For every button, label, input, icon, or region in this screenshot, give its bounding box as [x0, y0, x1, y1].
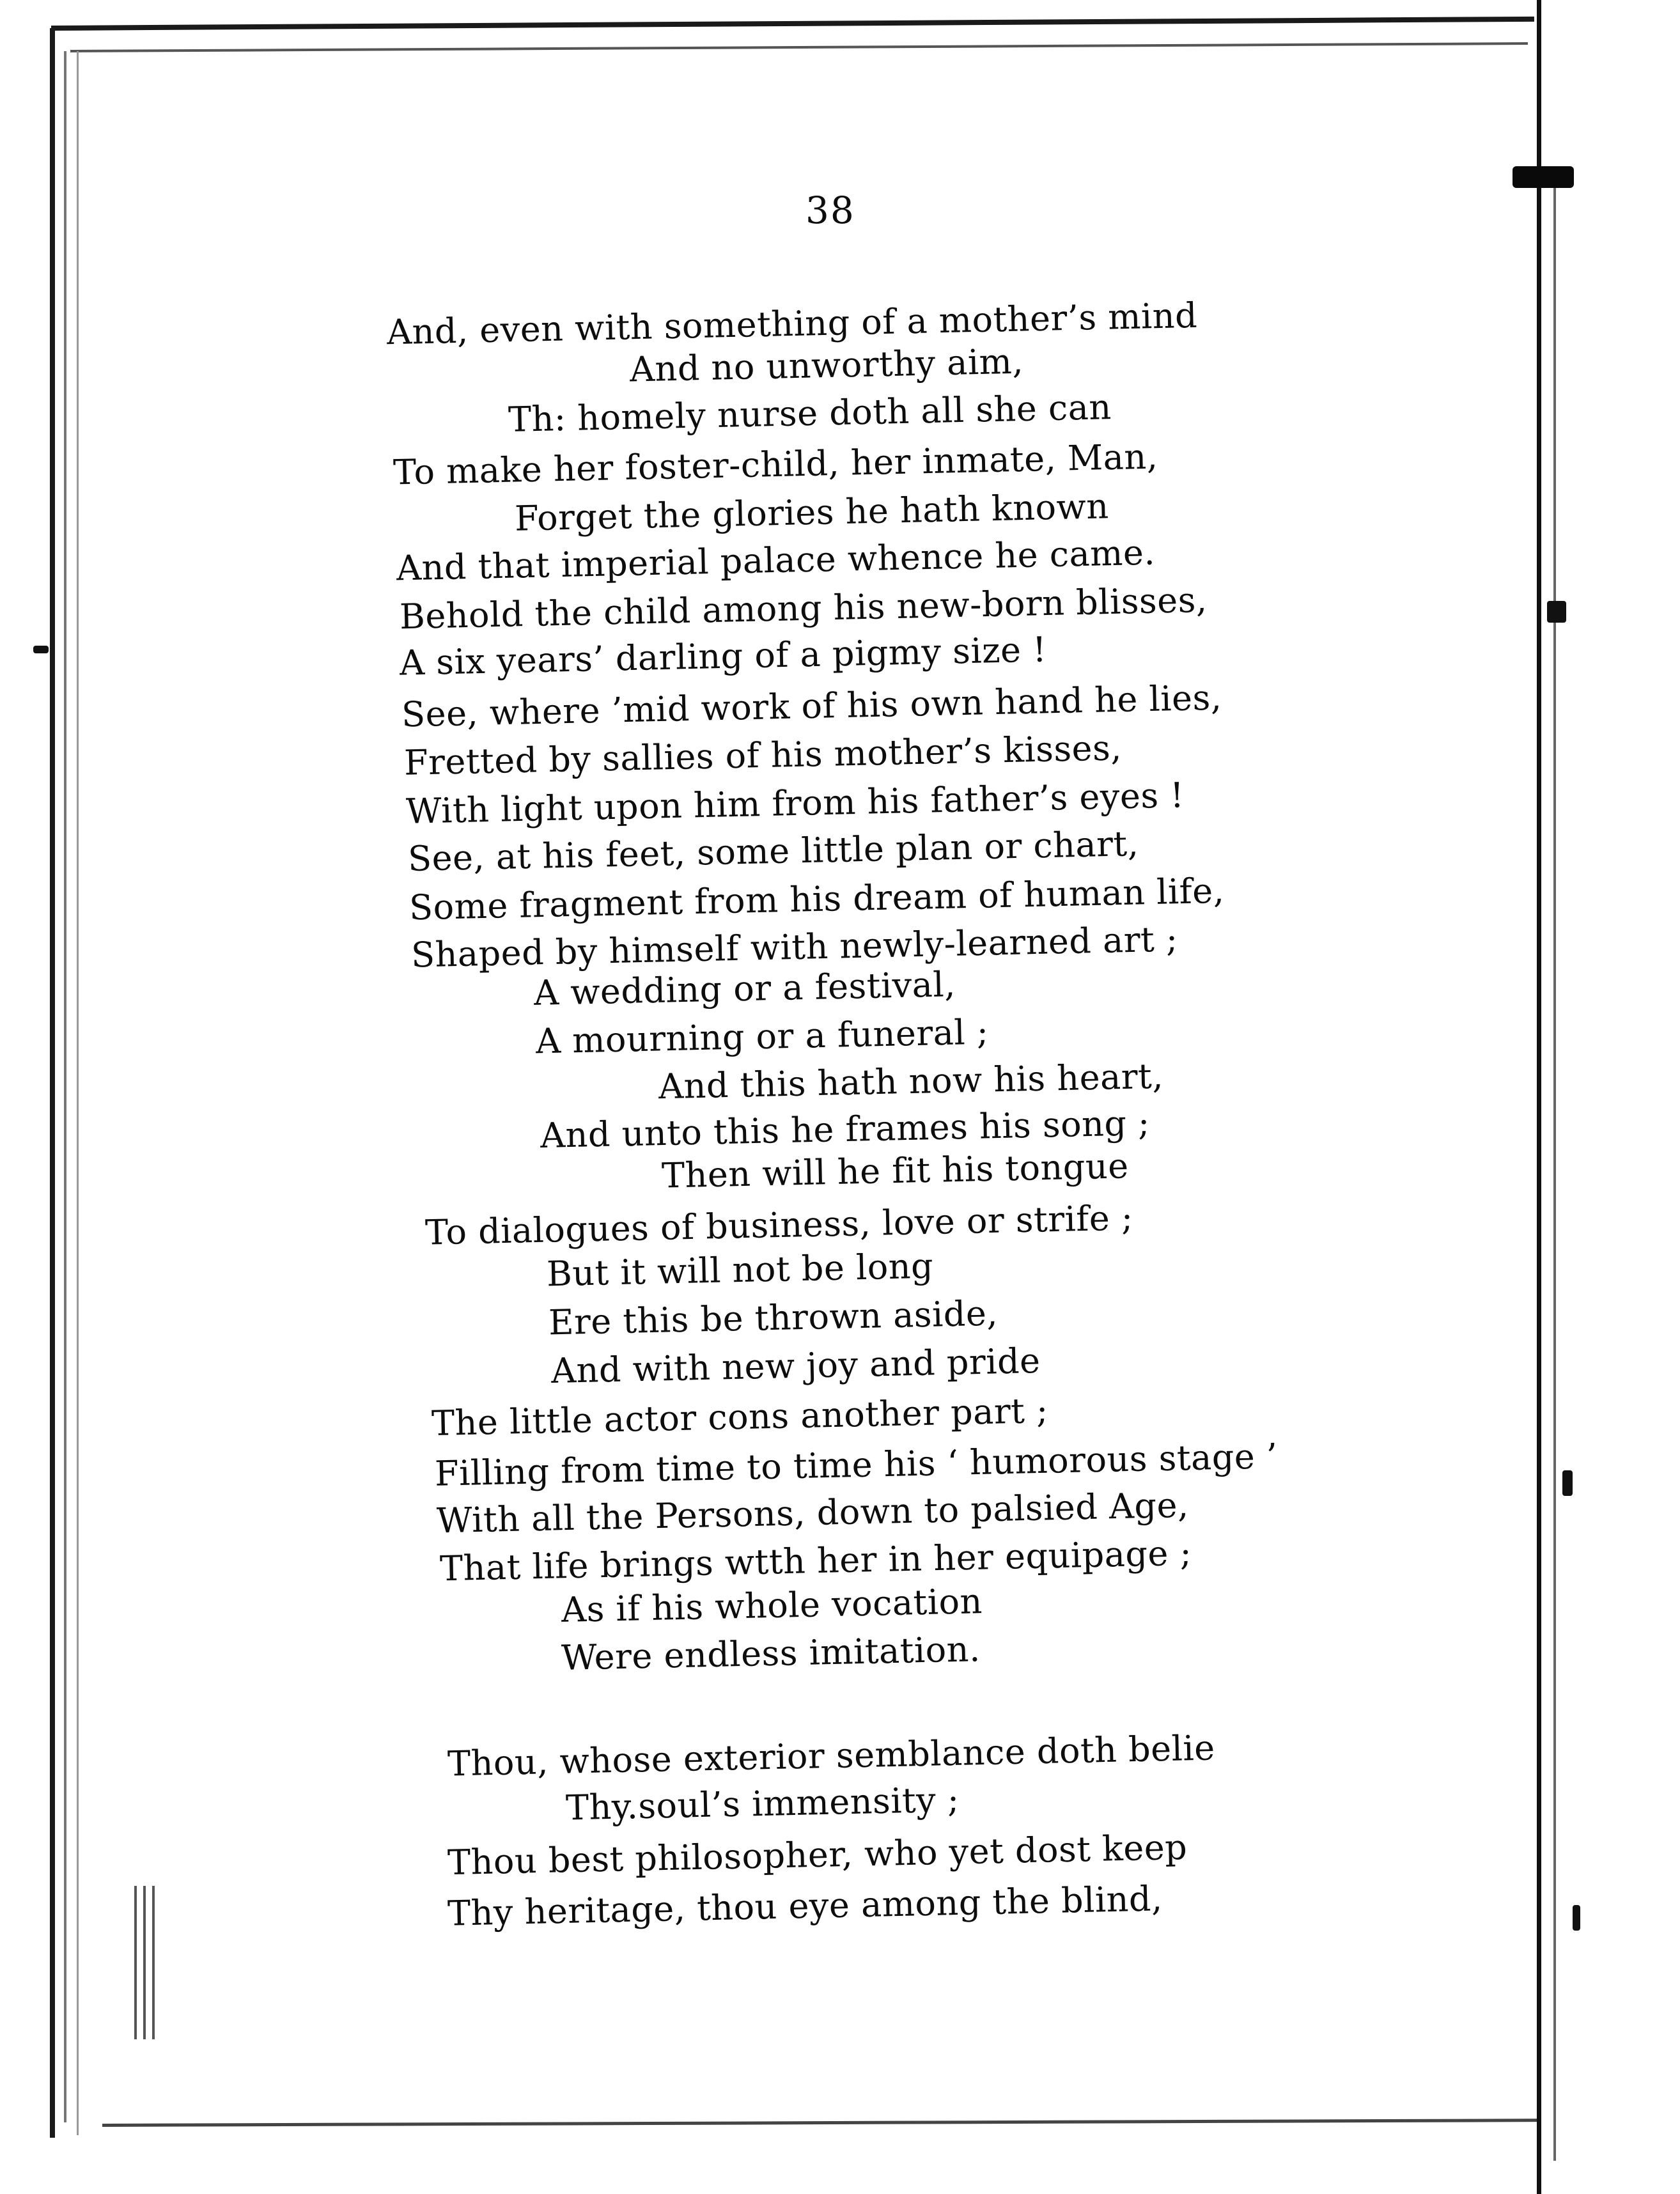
poem-line: And this hath now his heart, — [658, 1055, 1164, 1107]
poem-line: The little actor cons another part ; — [431, 1390, 1049, 1444]
poem-line: And unto this he frames his song ; — [540, 1103, 1151, 1156]
poem-line: Th: homely nurse doth all she can — [508, 387, 1112, 440]
poem-line: Ere this be thrown aside, — [548, 1293, 999, 1343]
page-edge-left-inner — [64, 51, 66, 2122]
binding-clip — [1513, 166, 1574, 188]
poem-line: With light upon him from his father’s eyes ! — [405, 775, 1185, 832]
poem-line: Thy heritage, thou eye among the blind, — [447, 1878, 1163, 1934]
page-edge-right-inner — [1553, 179, 1556, 2161]
page-edge-left — [50, 28, 55, 2138]
page-edge-bottom — [102, 2119, 1541, 2127]
poem-line: But it will not be long — [546, 1245, 934, 1295]
poem-line: And with new joy and pride — [550, 1340, 1041, 1392]
poem-line: And, even with something of a mother’s mind — [386, 295, 1198, 353]
poem-line: With all the Persons, down to palsied Age, — [436, 1484, 1190, 1541]
poem-line: Behold the child among his new-born blisses, — [399, 579, 1208, 637]
page-edge-top — [51, 17, 1534, 31]
poem-line: To make her foster-child, her inmate, Man, — [393, 436, 1158, 493]
page-edge-top-inner — [70, 42, 1528, 52]
scan-mark — [1547, 601, 1566, 623]
poem-line: A wedding or a festival, — [533, 964, 956, 1013]
poem-line: To dialogues of business, love or strife ; — [424, 1197, 1134, 1253]
poem-line: Were endless imitation. — [561, 1629, 981, 1678]
poem-line: Thy.soul’s immensity ; — [565, 1779, 960, 1828]
page-edge-stack — [134, 1886, 173, 2078]
page-edge-left-inner-2 — [77, 51, 79, 2135]
poem-line: Forget the glories he hath known — [514, 486, 1110, 539]
poem-line: See, where ’mid work of his own hand he lies, — [401, 677, 1222, 735]
poem-line: Thou, whose exterior semblance doth belie — [447, 1727, 1216, 1784]
page-number: 38 — [805, 189, 855, 232]
page-edge-right — [1537, 0, 1541, 2194]
poem-line: A six years’ darling of a pigmy size ! — [399, 629, 1048, 683]
poem-line: See, at his feet, some little plan or chart, — [407, 823, 1139, 879]
poem-line: That life brings wtth her in her equipage ; — [439, 1532, 1192, 1589]
poem-line: Then will he fit his tongue — [661, 1146, 1130, 1196]
poem-line: Fretted by sallies of his mother’s kisses, — [403, 727, 1123, 783]
poem-line: Thou best philosopher, who yet dost keep — [447, 1826, 1188, 1883]
poem-line: And no unworthy aim, — [629, 341, 1024, 390]
scan-mark — [1573, 1905, 1580, 1931]
poem-line: Some fragment from his dream of human life, — [408, 870, 1225, 928]
poem-line: Filling from time to time his ‘ humorous stage ’ — [434, 1436, 1279, 1494]
poem-line: A mourning or a funeral ; — [535, 1011, 990, 1062]
scan-mark — [33, 646, 49, 653]
poem-line: And that imperial palace whence he came. — [396, 532, 1156, 589]
poem-line: Shaped by himself with newly-learned art ; — [410, 919, 1179, 976]
poem-line: As if his whole vocation — [561, 1581, 983, 1630]
scan-mark — [1562, 1470, 1573, 1496]
